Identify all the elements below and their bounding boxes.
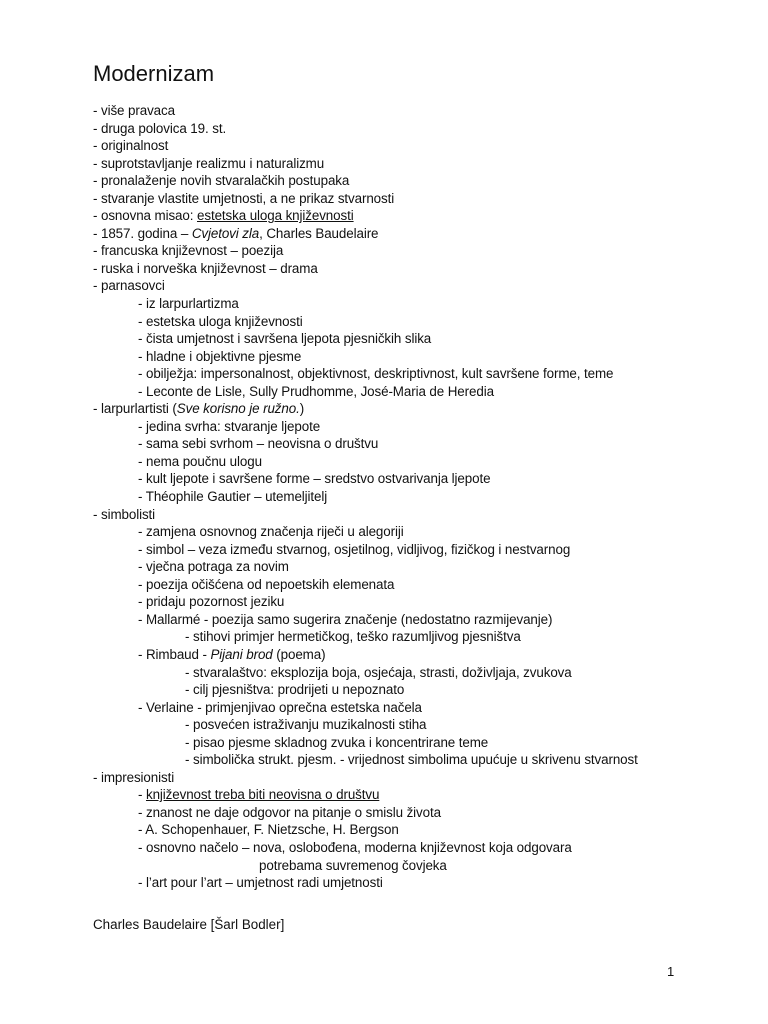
- outline-item: [0, 120, 768, 138]
- line-text: - simbol – veza između stvarnog, osjetilnog, vidljivog, fizičkog i nestvarnog: [138, 541, 571, 557]
- line-text: - zamjena osnovnog značenja riječi u alegoriji: [138, 524, 404, 540]
- outline-item: [0, 435, 768, 453]
- line-text: - impresionisti: [93, 769, 175, 785]
- line-text: - pronalaženje novih stvaralačkih postupaka: [93, 173, 350, 189]
- line-text: - suprotstavljanje realizmu i naturalizmu: [93, 155, 325, 171]
- outline-item: [0, 576, 768, 594]
- outline-item: [0, 400, 768, 418]
- line-text: - stvaralaštvo: eksplozija boja, osjećaja, strasti, doživljaja, zvukova: [185, 664, 572, 680]
- line-text: - druga polovica 19. st.: [93, 120, 227, 136]
- outline-item: [0, 383, 768, 401]
- line-text: - Rimbaud -: [138, 646, 211, 662]
- outline-item: [0, 155, 768, 173]
- outline-item: [0, 821, 768, 839]
- outline-item: [0, 751, 768, 769]
- outline-item: [0, 207, 768, 225]
- line-text: - larpurlartisti (: [93, 401, 177, 417]
- outline-item: [0, 225, 768, 243]
- outline-item: [0, 716, 768, 734]
- line-text: - pisao pjesme skladnog zvuka i koncentrirane teme: [185, 734, 489, 750]
- line-text: - poezija očišćena od nepoetskih elemenata: [138, 576, 395, 592]
- line-text: - znanost ne daje odgovor na pitanje o smislu života: [138, 804, 441, 820]
- line-text: potrebama suvremenog čovjeka: [259, 857, 447, 873]
- outline-item: [0, 488, 768, 506]
- line-text: - čista umjetnost i savršena ljepota pjesničkih slika: [138, 331, 432, 347]
- line-text: - l’art pour l’art – umjetnost radi umjetnosti: [138, 875, 383, 891]
- line-text: - stvaranje vlastite umjetnosti, a ne prikaz stvarnosti: [93, 190, 395, 206]
- outline-item: [0, 664, 768, 682]
- section-heading: Charles Baudelaire [Šarl Bodler]: [93, 917, 285, 932]
- page-number: 1: [667, 964, 675, 979]
- line-text: - hladne i objektivne pjesme: [138, 348, 302, 364]
- italic-text: Sve korisno je ružno.: [176, 401, 300, 417]
- italic-text: Pijani brod: [210, 646, 273, 662]
- line-text: - sama sebi svrhom – neovisna o društvu: [138, 436, 379, 452]
- line-text: -: [138, 787, 146, 803]
- outline-item: [0, 874, 768, 892]
- line-text: - vječna potraga za novim: [138, 559, 289, 575]
- line-text: - Verlaine - primjenjivao oprečna estetska načela: [138, 699, 422, 715]
- outline-item: [0, 734, 768, 752]
- outline-item: [0, 295, 768, 313]
- outline-item: [0, 523, 768, 541]
- line-text: - francuska književnost – poezija: [93, 243, 284, 259]
- outline-item: [0, 839, 768, 857]
- line-text: (poema): [272, 646, 326, 662]
- line-text: - iz larpurlartizma: [138, 296, 239, 312]
- line-text: - obilježja: impersonalnost, objektivnost, deskriptivnost, kult savršene forme, teme: [138, 366, 614, 382]
- line-text: - simbolisti: [93, 506, 156, 522]
- outline-item: [0, 137, 768, 155]
- outline-item: [0, 242, 768, 260]
- line-text: - estetska uloga književnosti: [138, 313, 303, 329]
- outline-item: [0, 857, 768, 875]
- line-text: - parnasovci: [93, 278, 165, 294]
- line-text: - ruska i norveška književnost – drama: [93, 260, 318, 276]
- outline-item: [0, 593, 768, 611]
- outline-item: [0, 681, 768, 699]
- line-text: - simbolička strukt. pjesm. - vrijednost simbolima upućuje u skrivenu stvarnost: [185, 752, 638, 768]
- line-text: - više pravaca: [93, 103, 175, 118]
- line-text: - Mallarmé - poezija samo sugerira značenje (nedostatno razmijevanje): [138, 611, 553, 627]
- outline-item: [0, 330, 768, 348]
- line-text: , Charles Baudelaire: [259, 225, 379, 241]
- outline-item: [0, 102, 768, 120]
- outline-item: [0, 506, 768, 524]
- line-text: - stihovi primjer hermetičkog, teško razumljivog pjesništva: [185, 629, 521, 645]
- line-text: - 1857. godina –: [93, 225, 192, 241]
- line-text: - Leconte de Lisle, Sully Prudhomme, José-Maria de Heredia: [138, 383, 494, 399]
- page-title: Modernizam: [93, 61, 215, 86]
- line-text: ): [299, 401, 305, 417]
- line-text: - osnovno načelo – nova, oslobođena, moderna književnost koja odgovara: [138, 839, 572, 855]
- outline-list: [0, 102, 768, 892]
- outline-item: [0, 190, 768, 208]
- line-text: - originalnost: [93, 138, 169, 154]
- line-text: - jedina svrha: stvaranje ljepote: [138, 418, 321, 434]
- line-text: - nema poučnu ulogu: [138, 453, 262, 469]
- outline-item: [0, 453, 768, 471]
- outline-item: [0, 313, 768, 331]
- outline-item: [0, 470, 768, 488]
- line-text: - cilj pjesništva: prodrijeti u nepoznato: [185, 682, 405, 698]
- outline-item: [0, 541, 768, 559]
- outline-item: [0, 769, 768, 787]
- outline-item: [0, 786, 768, 804]
- line-text: - pridaju pozornost jeziku: [138, 594, 285, 610]
- outline-item: [0, 365, 768, 383]
- outline-item: [0, 260, 768, 278]
- outline-item: [0, 611, 768, 629]
- outline-item: [0, 348, 768, 366]
- line-text: - posvećen istraživanju muzikalnosti stiha: [185, 717, 427, 733]
- outline-item: [0, 558, 768, 576]
- line-text: - kult ljepote i savršene forme – sredstvo ostvarivanja ljepote: [138, 471, 491, 487]
- outline-item: [0, 277, 768, 295]
- italic-text: Cvjetovi zla: [191, 225, 260, 241]
- line-text: - Théophile Gautier – utemeljitelj: [138, 489, 328, 505]
- outline-item: [0, 172, 768, 190]
- underlined-text: estetska uloga književnosti: [197, 208, 354, 224]
- underlined-text: književnost treba biti neovisna o društvu: [145, 787, 380, 803]
- line-text: - A. Schopenhauer, F. Nietzsche, H. Bergson: [138, 822, 399, 838]
- outline-item: [0, 699, 768, 717]
- outline-item: [0, 628, 768, 646]
- outline-item: [0, 418, 768, 436]
- line-text: - osnovna misao:: [93, 208, 197, 224]
- outline-item: [0, 646, 768, 664]
- outline-item: [0, 804, 768, 822]
